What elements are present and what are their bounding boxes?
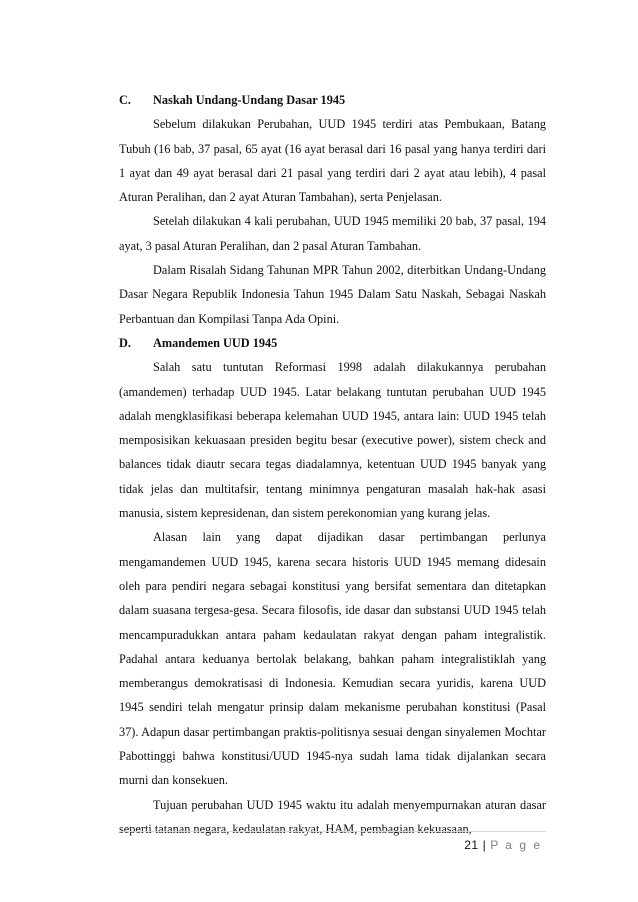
section-title: Naskah Undang-Undang Dasar 1945 — [153, 93, 346, 107]
section-letter: D. — [119, 335, 131, 350]
section-heading-c — [119, 88, 546, 112]
page-label: P a g e — [490, 838, 542, 852]
section-heading-d — [119, 331, 546, 355]
section-title: Amandemen UUD 1945 — [153, 335, 278, 350]
footer-divider — [119, 831, 546, 832]
page-number: 21 — [464, 838, 479, 852]
page-body — [119, 88, 546, 841]
paragraph: Dalam Risalah Sidang Tahunan MPR Tahun 2002, diterbitkan Undang-Undang Dasar Negara Republik Indonesia Tahun 1945 Dalam Satu Naskah, Sebagai Naskah Perbantuan dan Kompilasi Tanpa Ada Opini. — [119, 263, 546, 326]
paragraph: Tujuan perubahan UUD 1945 waktu itu adalah menyempurnakan aturan dasar seperti tatanan negara, kedaulatan rakyat, HAM, pembagian kekuasaan, — [119, 797, 546, 836]
section-letter: C. — [119, 93, 131, 107]
paragraph: Alasan lain yang dapat dijadikan dasar pertimbangan perlunya mengamandemen UUD 1945, karena secara historis UUD 1945 memang didesain oleh para pendiri negara sebagai konstitusi yang bersifat sementara dan ditetapkan dalam suasana tergesa-gesa. Secara filosofis, ide dasar dan substansi UUD 1945 telah mencampuradukkan antara paham kedaulatan rakyat dengan paham integralistik. Padahal antara keduanya bertolak belakang, bahkan paham integralistiklah yang memberangus demokratisasi di Indonesia. Kemudian secara yuridis, karena UUD 1945 sendiri telah mengatur prinsip dalam mekanisme perubahan konstitusi (Pasal 37). Adapun dasar pertimbangan praktis-politisnya sesuai dengan sinyalemen Mochtar Pabottinggi bahwa konstitusi/UUD 1945-nya sudah lama tidak dijalankan secara murni dan konsekuen. — [119, 530, 546, 788]
paragraph: Sebelum dilakukan Perubahan, UUD 1945 terdiri atas Pembukaan, Batang Tubuh (16 bab, 37 pasal, 65 ayat (16 ayat berasal dari 16 pasal yang hanya terdiri dari 1 ayat dan 49 ayat berasal dari 21 pasal yang terdiri dari 2 ayat atau lebih), 4 pasal Aturan Peralihan, dan 2 ayat Aturan Tambahan), serta Penjelasan. — [119, 117, 546, 205]
paragraph: Salah satu tuntutan Reformasi 1998 adalah dilakukannya perubahan (amandemen) terhadap UUD 1945. Latar belakang tuntutan perubahan UUD 1945 adalah mengklasifikasi beberapa kelemahan UUD 1945, antara lain: UUD 1945 telah memposisikan kekuasaan presiden begitu besar (executive power), sistem check and balances tidak diautr secara tegas diadalamnya, ketentuan UUD 1945 banyak yang tidak jelas dan multitafsir, tentang minimnya pengaturan masalah hak-hak asasi manusia, sistem kepresidenan, dan sistem perekonomian yang kurang jelas. — [119, 360, 546, 521]
paragraph: Setelah dilakukan 4 kali perubahan, UUD 1945 memiliki 20 bab, 37 pasal, 194 ayat, 3 pasal Aturan Peralihan, dan 2 pasal Aturan Tambahan. — [119, 214, 546, 253]
page-footer — [464, 838, 542, 852]
footer-separator: | — [482, 838, 487, 852]
